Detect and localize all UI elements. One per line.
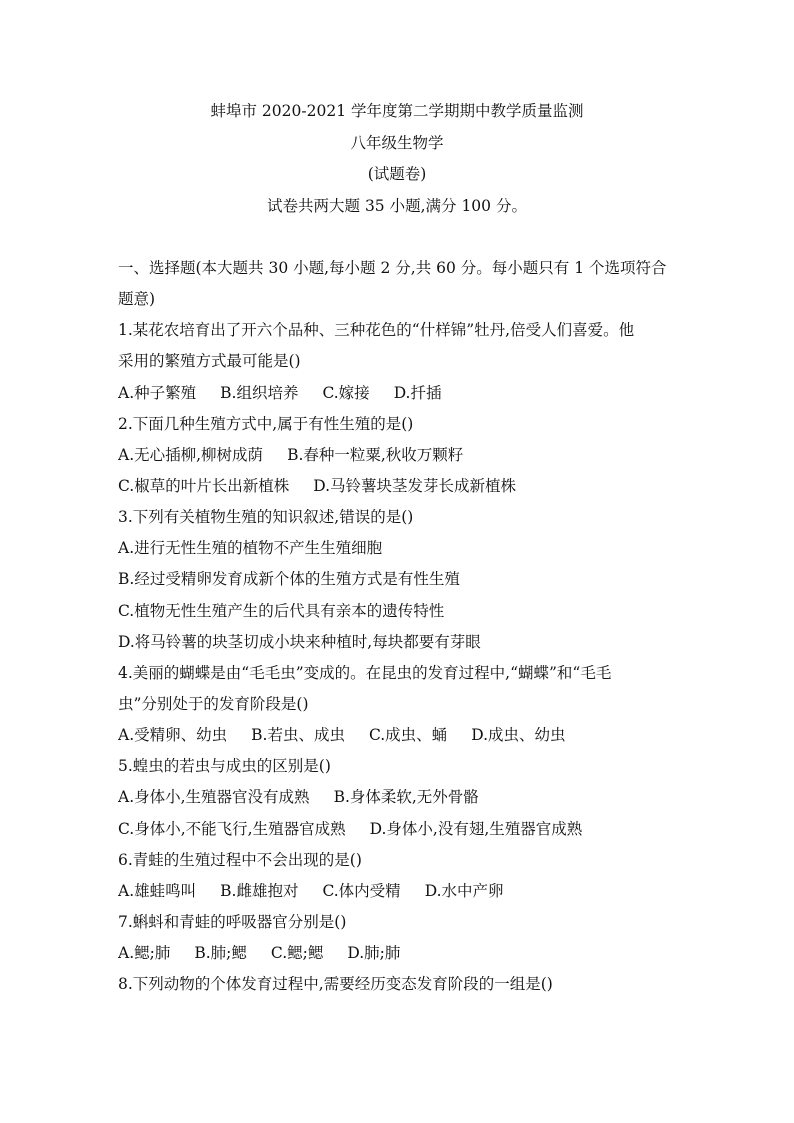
option-c: C.成虫、蛹 bbox=[368, 726, 448, 745]
option-d: D.马铃薯块茎发芽长成新植株 bbox=[313, 476, 517, 495]
option-d: D.水中产卵 bbox=[424, 881, 504, 900]
question-5 bbox=[118, 751, 678, 844]
option-c: C.嫁接 bbox=[322, 383, 370, 402]
option-row bbox=[118, 440, 678, 471]
option-d: D.将马铃薯的块茎切成小块来种植时,每块都要有芽眼 bbox=[118, 632, 481, 651]
question-8 bbox=[118, 969, 678, 1000]
option-c: C.体内受精 bbox=[322, 881, 401, 900]
option-row bbox=[118, 471, 678, 502]
option-row bbox=[118, 782, 678, 813]
question-stem: 5.蝗虫的若虫与成虫的区别是() bbox=[118, 757, 331, 776]
option-a: A.种子繁殖 bbox=[118, 383, 197, 402]
question-stem: 6.青蛙的生殖过程中不会出现的是() bbox=[118, 850, 362, 869]
question-stem: 7.蝌蚪和青蛙的呼吸器官分别是() bbox=[118, 912, 347, 931]
question-2 bbox=[118, 409, 678, 502]
question-stem: 8.下列动物的个体发育过程中,需要经历变态发育阶段的一组是() bbox=[118, 975, 553, 994]
question-7 bbox=[118, 907, 678, 969]
question-6 bbox=[118, 845, 678, 907]
option-d: D.肺;肺 bbox=[347, 944, 401, 963]
section-heading-continued: 题意) bbox=[118, 290, 156, 309]
option-row bbox=[118, 378, 678, 409]
question-stem: 4.美丽的蝴蝶是由“毛毛虫”变成的。在昆虫的发育过程中,“蝴蝶”和“毛毛 bbox=[118, 663, 612, 682]
option-b: B.雌雄抱对 bbox=[220, 881, 299, 900]
option-d: D.扦插 bbox=[393, 383, 442, 402]
question-stem: 3.下列有关植物生殖的知识叙述,错误的是() bbox=[118, 508, 414, 527]
question-1 bbox=[118, 315, 678, 408]
option-b: B.身体柔软,无外骨骼 bbox=[333, 788, 479, 807]
option-a: A.身体小,生殖器官没有成熟 bbox=[118, 788, 310, 807]
option-row bbox=[118, 814, 678, 845]
option-row bbox=[118, 720, 678, 751]
section-heading: 一、选择题(本大题共 30 小题,每小题 2 分,共 60 分。每小题只有 1 个选项符合 bbox=[118, 259, 667, 277]
exam-info: 试卷共两大题 35 小题,满分 100 分。 bbox=[267, 197, 527, 215]
option-d: D.成虫、幼虫 bbox=[471, 726, 566, 745]
question-3 bbox=[118, 502, 678, 658]
option-b: B.若虫、成虫 bbox=[251, 726, 345, 745]
option-a: A.进行无性生殖的植物不产生生殖细胞 bbox=[118, 539, 383, 558]
option-a: A.受精卵、幼虫 bbox=[118, 726, 228, 745]
exam-body bbox=[118, 253, 678, 1000]
option-b: B.春种一粒粟,秋收万颗籽 bbox=[287, 445, 464, 464]
option-row bbox=[118, 564, 678, 595]
option-row bbox=[118, 596, 678, 627]
question-list bbox=[118, 315, 678, 1000]
option-row bbox=[118, 627, 678, 658]
option-c: C.植物无性生殖产生的后代具有亲本的遗传特性 bbox=[118, 601, 445, 620]
exam-title: 蚌埠市 2020-2021 学年度第二学期期中教学质量监测 bbox=[210, 102, 584, 120]
option-b: B.组织培养 bbox=[220, 383, 299, 402]
question-stem: 虫”分别处于的发育阶段是() bbox=[118, 694, 309, 713]
option-a: A.无心插柳,柳树成荫 bbox=[118, 445, 264, 464]
option-c: C.身体小,不能飞行,生殖器官成熟 bbox=[118, 819, 346, 838]
option-row bbox=[118, 876, 678, 907]
option-d: D.身体小,没有翅,生殖器官成熟 bbox=[369, 819, 583, 838]
option-row bbox=[118, 938, 678, 969]
option-a: A.鳃;肺 bbox=[118, 944, 171, 963]
exam-subject: 八年级生物学 bbox=[350, 134, 444, 152]
option-b: B.肺;鳃 bbox=[194, 944, 247, 963]
paper-type: (试题卷) bbox=[367, 165, 427, 183]
option-row bbox=[118, 533, 678, 564]
option-c: C.鳃;鳃 bbox=[270, 944, 324, 963]
option-b: B.经过受精卵发育成新个体的生殖方式是有性生殖 bbox=[118, 570, 460, 589]
question-stem: 1.某花农培育出了开六个品种、三种花色的“什样锦”牡丹,倍受人们喜爱。他 bbox=[118, 321, 635, 340]
option-a: A.雄蛙鸣叫 bbox=[118, 881, 197, 900]
question-4 bbox=[118, 658, 678, 751]
question-stem: 采用的繁殖方式最可能是() bbox=[118, 352, 301, 371]
question-stem: 2.下面几种生殖方式中,属于有性生殖的是() bbox=[118, 414, 414, 433]
option-c: C.椒草的叶片长出新植株 bbox=[118, 476, 290, 495]
